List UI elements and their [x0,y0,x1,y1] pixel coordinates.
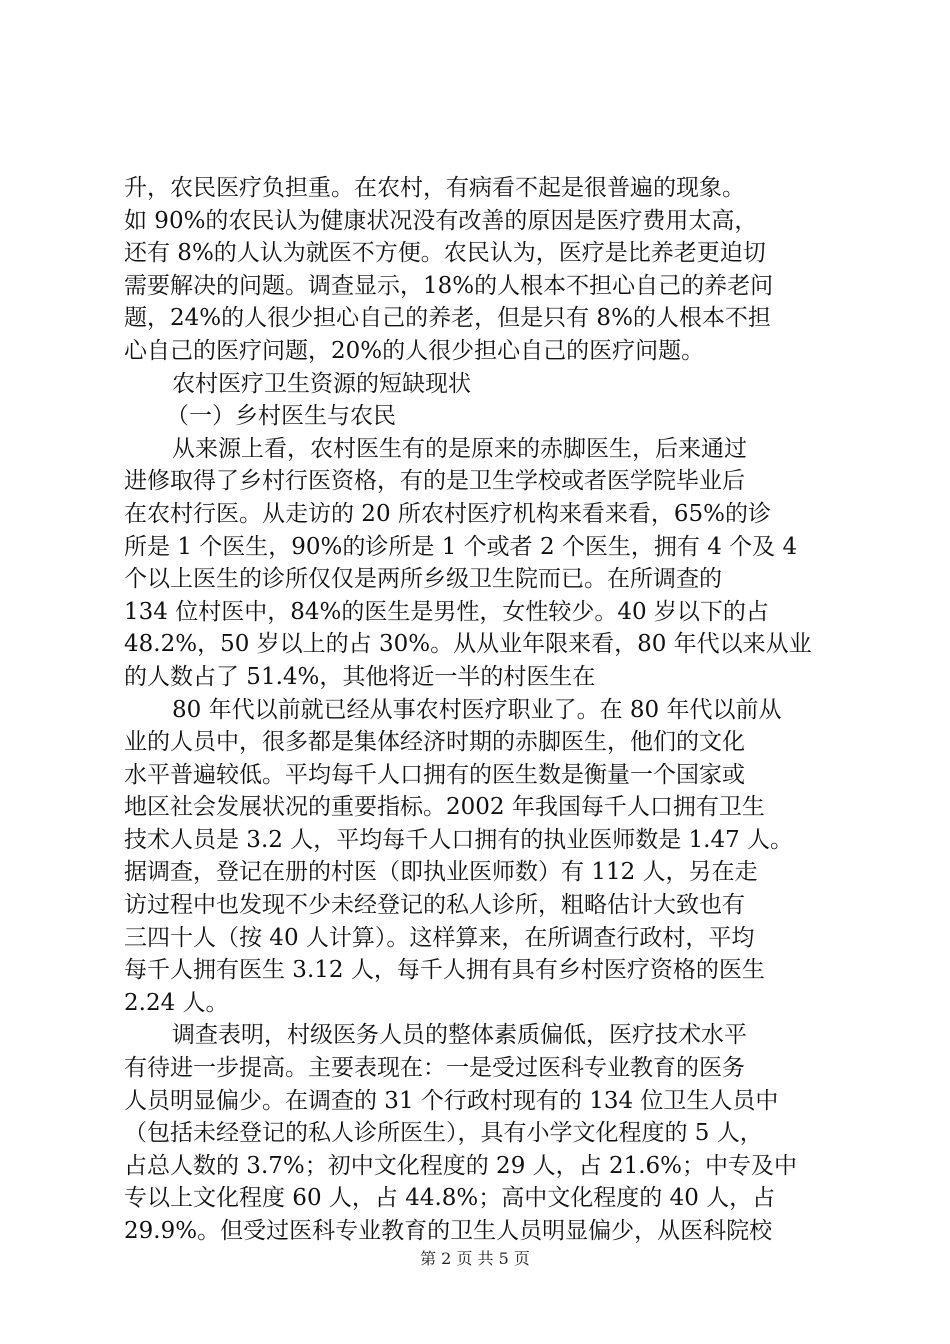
text-line: 134 位村医中，84%的医生是男性，女性较少。40 岁以下的占 [124,598,769,625]
text-line: 每千人拥有医生 3.12 人，每千人拥有具有乡村医疗资格的医生 [124,957,765,984]
text-line: 心自己的医疗问题，20%的人很少担心自己的医疗问题。 [124,337,705,364]
text-line: 业的人员中，很多都是集体经济时期的赤脚医生，他们的文化 [124,729,745,756]
page-number-footer: 第 2 页 共 5 页 [420,1249,530,1268]
text-line: 升，农民医疗负担重。在农村，有病看不起是很普遍的现象。 [124,175,745,201]
text-line: 专以上文化程度 60 人，占 44.8%；高中文化程度的 40 人，占 [124,1185,776,1212]
text-line: 个以上医生的诊所仅仅是两所乡级卫生院而已。在所调查的 [124,566,722,593]
text-line: 的人数占了 51.4%，其他将近一半的村医生在 [124,663,596,690]
text-line: 如 90%的农民认为健康状况没有改善的原因是医疗费用太高， [124,207,758,234]
text-line: 从来源上看，农村医生有的是原来的赤脚医生，后来通过 [172,435,747,462]
text-line: 地区社会发展状况的重要指标。2002 年我国每千人口拥有卫生 [124,794,765,821]
section-heading: 农村医疗卫生资源的短缺现状 [172,370,471,397]
text-line: 48.2%，50 岁以上的占 30%。从从业年限来看，80 年代以来从业 [124,631,812,658]
text-line: 在农村行医。从走访的 20 所农村医疗机构来看来看，65%的诊 [124,500,772,527]
text-line: 技术人员是 3.2 人，平均每千人口拥有的执业医师数是 1.47 人。 [124,826,794,853]
text-line: 有待进一步提高。主要表现在：一是受过医科专业教育的医务 [124,1055,745,1082]
text-line: 2.24 人。 [124,989,229,1016]
text-line: 还有 8%的人认为就医不方便。农民认为，医疗是比养老更迫切 [124,240,766,267]
text-line: 29.9%。但受过医科专业教育的卫生人员明显偏少，从医科院校 [124,1218,773,1244]
text-line: 水平普遍较低。平均每千人口拥有的医生数是衡量一个国家或 [124,761,745,788]
text-line: 需要解决的问题。调查显示，18%的人根本不担心自己的养老问 [124,272,774,299]
text-line: 题，24%的人很少担心自己的养老，但是只有 8%的人根本不担 [124,305,771,332]
document-body [124,172,844,1248]
text-line: 占总人数的 3.7%；初中文化程度的 29 人，占 21.6%；中专及中 [124,1152,798,1179]
text-line: 调查表明，村级医务人员的整体素质偏低，医疗技术水平 [172,1022,747,1049]
text-line: 80 年代以前就已经从事农村医疗职业了。在 80 年代以前从 [172,696,782,723]
text-line: 据调查，登记在册的村医（即执业医师数）有 112 人，另在走 [124,859,758,886]
text-line: 人员明显偏少。在调查的 31 个行政村现有的 134 位卫生人员中 [124,1087,779,1114]
subsection-heading: （一）乡村医生与农民 [166,403,396,430]
text-line: 三四十人（按 40 人计算）。这样算来，在所调查行政村，平均 [124,924,755,951]
text-line: 访过程中也发现不少未经登记的私人诊所，粗略估计大致也有 [124,892,745,919]
text-line: （包括未经登记的私人诊所医生），具有小学文化程度的 5 人， [124,1120,763,1147]
text-line: 所是 1 个医生，90%的诊所是 1 个或者 2 个医生，拥有 4 个及 4 [124,533,798,560]
text-line: 进修取得了乡村行医资格，有的是卫生学校或者医学院毕业后 [124,468,745,495]
